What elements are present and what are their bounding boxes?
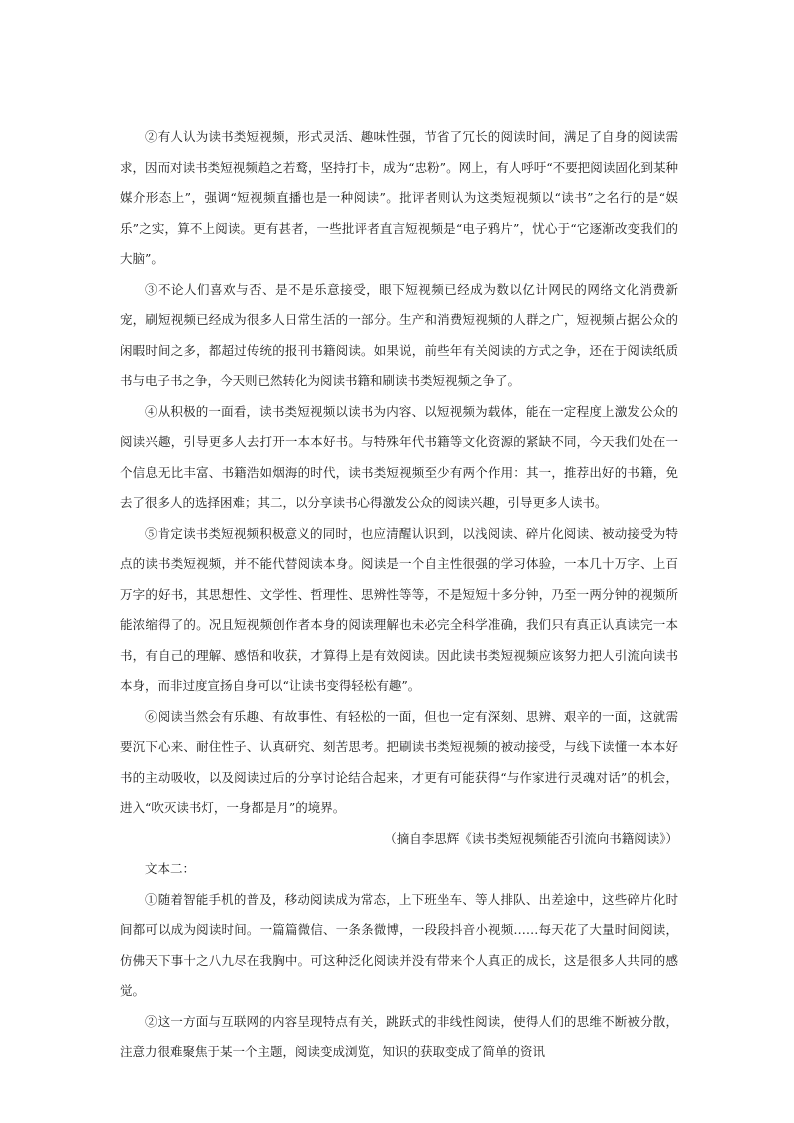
source-citation: （摘自李思辉《读书类短视频能否引流向书籍阅读》） bbox=[384, 830, 678, 846]
paragraph-text1-6: ⑥阅读当然会有乐趣、有故事性、有轻松的一面，但也一定有深刻、思辨、艰辛的一面，这就需要沉下心来、耐住性子、认真研究、刻苦思考。把刷读书类短视频的被动接受，与线下读懂一本本好书的主动吸收，以及阅读过后的分享讨论结合起来，才更有可能获得“与作家进行灵魂对话”的机会，进入“吹灭读书灯，一身都是月”的境界。 bbox=[120, 708, 678, 815]
document-page bbox=[120, 122, 678, 1068]
paragraph-text1-2: ②有人认为读书类短视频，形式灵活、趣味性强，节省了冗长的阅读时间，满足了自身的阅读需求，因而对读书类短视频趋之若鹜，坚持打卡，成为“忠粉”。网上，有人呼吁“不要把阅读固化到某种媒介形态上”，强调“短视频直播也是一种阅读”。批评者则认为这类短视频以“读书”之名行的是“娱乐”之实，算不上阅读。更有甚者，一些批评者直言短视频是“电子鸦片”，忧心于“它逐渐改变我们的大脑”。 bbox=[120, 129, 678, 266]
paragraph-text1-5: ⑤肯定读书类短视频积极意义的同时，也应清醒认识到，以浅阅读、碎片化阅读、被动接受为特点的读书类短视频，并不能代替阅读本身。阅读是一个自主性很强的学习体验，一本几十万字、上百万字的好书，其思想性、文学性、哲理性、思辨性等等，不是短短十多分钟，乃至一两分钟的视频所能浓缩得了的。况且短视频创作者本身的阅读理解也未必完全科学准确，我们只有真正认真读完一本书，有自己的理解、感悟和收获，才算得上是有效阅读。因此读书类短视频应该努力把人引流向读书本身，而非过度宣扬自身可以“让读书变得轻松有趣”。 bbox=[120, 525, 678, 693]
paragraph-text2-1: ①随着智能手机的普及，移动阅读成为常态，上下班坐车、等人排队、出差途中，这些碎片化时间都可以成为阅读时间。一篇篇微信、一条条微博，一段段抖音小视频……每天花了大量时间阅读，仿佛天下事十之八九尽在我胸中。可这种泛化阅读并没有带来个人真正的成长，这是很多人共同的感觉。 bbox=[120, 891, 678, 998]
paragraph-text1-4: ④从积极的一面看，读书类短视频以读书为内容、以短视频为载体，能在一定程度上激发公众的阅读兴趣，引导更多人去打开一本本好书。与特殊年代书籍等文化资源的紧缺不同，今天我们处在一个信息无比丰富、书籍浩如烟海的时代，读书类短视频至少有两个作用：其一，推荐出好的书籍，免去了很多人的选择困难；其二，以分享读书心得激发公众的阅读兴趣，引导更多人读书。 bbox=[120, 403, 678, 510]
paragraph-text1-3: ③不论人们喜欢与否、是不是乐意接受，眼下短视频已经成为数以亿计网民的网络文化消费新宠，刷短视频已经成为很多人日常生活的一部分。生产和消费短视频的人群之广，短视频占据公众的闲暇时间之多，都超过传统的报刊书籍阅读。如果说，前些年有关阅读的方式之争，还在于阅读纸质书与电子书之争，今天则已然转化为阅读书籍和刷读书类短视频之争了。 bbox=[120, 281, 678, 388]
section-heading-text2: 文本二： bbox=[145, 861, 196, 876]
paragraph-text2-2: ②这一方面与互联网的内容呈现特点有关，跳跃式的非线性阅读，使得人们的思维不断被分散，注意力很难聚焦于某一个主题，阅读变成浏览，知识的获取变成了简单的资讯 bbox=[120, 1013, 678, 1059]
